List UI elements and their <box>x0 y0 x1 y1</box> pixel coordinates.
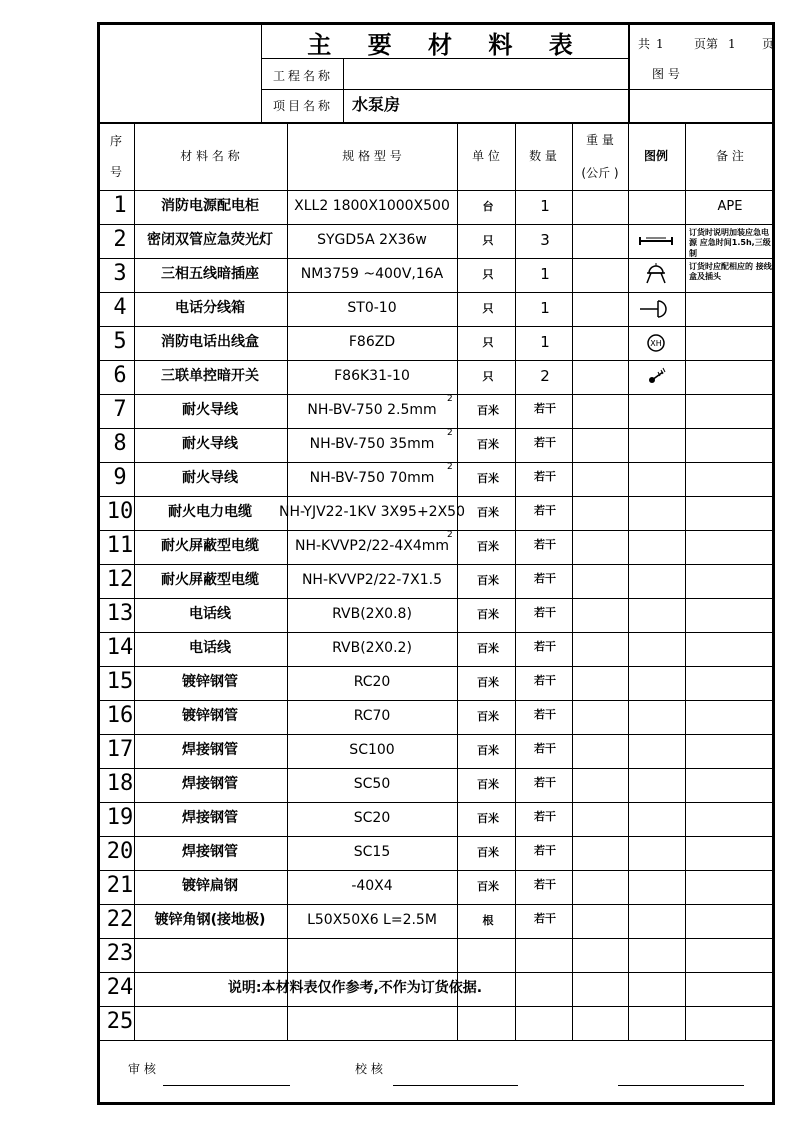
phone-box-icon <box>636 297 676 321</box>
row-line <box>97 768 775 769</box>
col-seq-2: 号 <box>109 165 123 179</box>
material-unit: 百米 <box>477 710 499 723</box>
remarks: 订货时说明加装应急电源 应急时间1.5h,三级制 <box>689 228 771 258</box>
material-name: 耐火导线 <box>182 402 238 418</box>
material-qty: 若干 <box>534 436 556 449</box>
material-unit: 百米 <box>477 676 499 689</box>
material-spec: SC50 <box>353 776 391 792</box>
row-line <box>97 326 775 327</box>
row-number: 9 <box>113 465 127 490</box>
row-number: 12 <box>106 567 134 592</box>
material-spec: RVB(2X0.8) <box>332 606 412 622</box>
material-unit: 百米 <box>477 506 499 519</box>
row-line <box>97 904 775 905</box>
column-line <box>134 122 135 1040</box>
row-number: 14 <box>106 635 134 660</box>
material-spec: NH-KVVP2/22-7X1.5 <box>301 572 443 588</box>
row-number: 6 <box>113 363 127 388</box>
material-qty: 2 <box>540 367 550 385</box>
material-qty: 若干 <box>534 776 556 789</box>
row-number: 7 <box>113 397 127 422</box>
material-name: 消防电话出线盒 <box>161 334 259 350</box>
material-unit: 只 <box>482 302 494 315</box>
row-line <box>97 530 775 531</box>
col-unit: 单 位 <box>472 149 500 163</box>
row-number: 1 <box>113 193 127 218</box>
material-spec: XLL2 1800X1000X500 <box>294 198 450 214</box>
row-number: 15 <box>106 669 134 694</box>
material-qty: 若干 <box>534 708 556 721</box>
column-line <box>457 122 458 1040</box>
material-spec: L50X50X6 L=2.5M <box>307 912 437 928</box>
col-spec: 规 格 型 号 <box>342 149 402 163</box>
material-qty: 若干 <box>534 878 556 891</box>
material-unit: 只 <box>482 336 494 349</box>
material-unit: 根 <box>482 914 494 927</box>
col-qty: 数 量 <box>529 149 557 163</box>
material-name: 电话线 <box>189 640 231 656</box>
column-line <box>628 122 629 1040</box>
row-line <box>97 360 775 361</box>
material-qty: 1 <box>540 299 550 317</box>
material-qty: 若干 <box>534 912 556 925</box>
material-unit: 百米 <box>477 812 499 825</box>
total-label: 共 <box>638 37 651 51</box>
material-qty: 若干 <box>534 504 556 517</box>
item-name-value: 水泵房 <box>352 95 401 114</box>
spec-superscript: 2 <box>447 428 453 438</box>
col-weight: 重 量 <box>586 133 614 147</box>
check-signature-line <box>393 1085 518 1086</box>
row-number: 3 <box>113 261 127 286</box>
material-unit: 百米 <box>477 540 499 553</box>
project-name-label: 工程名称 <box>273 69 334 83</box>
material-name: 电话分线箱 <box>175 300 245 316</box>
row-number: 18 <box>106 771 134 796</box>
material-unit: 百米 <box>477 642 499 655</box>
row-line <box>97 428 775 429</box>
header-line <box>261 89 775 90</box>
row-number: 17 <box>106 737 134 762</box>
header-line <box>97 190 775 191</box>
material-qty: 若干 <box>534 810 556 823</box>
material-unit: 台 <box>482 200 494 213</box>
remarks: 订货时应配相应的 接线盒及插头 <box>689 262 772 282</box>
material-spec: NH-BV-750 70mm <box>309 470 435 486</box>
col-name: 材 料 名 称 <box>180 149 240 163</box>
row-line <box>97 1040 775 1041</box>
material-qty: 1 <box>540 333 550 351</box>
material-qty: 1 <box>540 265 550 283</box>
row-number: 19 <box>106 805 134 830</box>
material-name: 镀锌钢管 <box>182 708 238 724</box>
row-number: 22 <box>106 907 134 932</box>
material-unit: 只 <box>482 234 494 247</box>
material-unit: 百米 <box>477 608 499 621</box>
col-legend: 图例 <box>643 149 669 163</box>
spec-superscript: 2 <box>447 394 453 404</box>
row-number: 2 <box>113 227 127 252</box>
material-qty: 若干 <box>534 742 556 755</box>
row-line <box>97 632 775 633</box>
row-number: 11 <box>106 533 134 558</box>
material-qty: 若干 <box>534 572 556 585</box>
material-unit: 百米 <box>477 744 499 757</box>
material-name: 焊接钢管 <box>182 810 238 826</box>
fluorescent-lamp-icon <box>636 229 676 253</box>
row-line <box>97 1006 775 1007</box>
total-pages: 1 <box>656 37 664 51</box>
material-unit: 百米 <box>477 438 499 451</box>
header-line <box>261 22 262 122</box>
material-qty: 若干 <box>534 606 556 619</box>
column-line <box>572 122 573 1040</box>
material-spec: SC100 <box>349 742 395 758</box>
socket-icon <box>636 263 676 287</box>
row-line <box>97 938 775 939</box>
page-suffix: 页 <box>762 37 775 51</box>
remarks: APE <box>717 199 743 214</box>
row-line <box>97 700 775 701</box>
material-qty: 1 <box>540 197 550 215</box>
material-qty: 若干 <box>534 640 556 653</box>
row-line <box>97 292 775 293</box>
material-name: 耐火导线 <box>182 470 238 486</box>
material-spec: RC70 <box>353 708 391 724</box>
material-unit: 百米 <box>477 574 499 587</box>
material-unit: 百米 <box>477 846 499 859</box>
column-line <box>287 122 288 1040</box>
material-spec: F86ZD <box>348 334 396 350</box>
row-number: 24 <box>106 975 134 1000</box>
material-name: 耐火屏蔽型电缆 <box>161 572 259 588</box>
svg-text:XH: XH <box>650 339 662 348</box>
row-line <box>97 734 775 735</box>
item-name-label: 项目名称 <box>273 99 334 113</box>
header-line <box>343 58 344 122</box>
row-number: 10 <box>106 499 134 524</box>
material-name: 焊接钢管 <box>182 742 238 758</box>
check-label: 校 核 <box>355 1062 383 1076</box>
spec-superscript: 2 <box>447 530 453 540</box>
row-line <box>97 666 775 667</box>
page-title: 主 要 材 料 表 <box>307 31 587 59</box>
material-qty: 若干 <box>534 674 556 687</box>
material-unit: 只 <box>482 268 494 281</box>
material-spec: SC15 <box>353 844 391 860</box>
row-line <box>97 972 775 973</box>
material-qty: 若干 <box>534 402 556 415</box>
material-spec: F86K31-10 <box>334 368 410 384</box>
material-name: 镀锌角钢(接地极) <box>154 912 266 928</box>
column-line <box>515 122 516 1040</box>
drawing-number-label: 图 号 <box>652 67 680 81</box>
row-line <box>97 462 775 463</box>
row-line <box>97 598 775 599</box>
col-remarks: 备 注 <box>716 149 744 163</box>
row-line <box>97 496 775 497</box>
material-unit: 百米 <box>477 880 499 893</box>
material-name: 镀锌钢管 <box>182 674 238 690</box>
material-qty: 若干 <box>534 538 556 551</box>
material-name: 电话线 <box>189 606 231 622</box>
material-name: 耐火屏蔽型电缆 <box>161 538 259 554</box>
material-spec: SYGD5A 2X36w <box>317 232 427 248</box>
material-name: 三相五线暗插座 <box>161 266 259 282</box>
review-signature-line <box>163 1085 290 1086</box>
material-unit: 百米 <box>477 472 499 485</box>
material-name: 耐火电力电缆 <box>168 504 252 520</box>
table-note: 说明:本材料表仅作参考,不作为订货依据. <box>227 980 483 996</box>
row-number: 8 <box>113 431 127 456</box>
material-spec: RVB(2X0.2) <box>332 640 412 656</box>
material-qty: 3 <box>540 231 550 249</box>
row-number: 16 <box>106 703 134 728</box>
material-spec: -40X4 <box>351 878 393 894</box>
page-number: 1 <box>728 37 736 51</box>
material-unit: 百米 <box>477 404 499 417</box>
row-line <box>97 802 775 803</box>
material-name: 焊接钢管 <box>182 844 238 860</box>
row-line <box>97 870 775 871</box>
row-number: 25 <box>106 1009 134 1034</box>
fire-phone-outlet-icon <box>636 331 676 355</box>
material-spec: NH-BV-750 35mm <box>309 436 435 452</box>
material-name: 三联单控暗开关 <box>161 368 259 384</box>
row-line <box>97 564 775 565</box>
header-line <box>97 122 775 124</box>
material-spec: NH-YJV22-1KV 3X95+2X50 <box>279 504 465 520</box>
row-number: 4 <box>113 295 127 320</box>
material-unit: 只 <box>482 370 494 383</box>
row-number: 23 <box>106 941 134 966</box>
row-line <box>97 394 775 395</box>
row-line <box>97 258 775 259</box>
row-line <box>97 836 775 837</box>
material-name: 消防电源配电柜 <box>161 198 259 214</box>
date-signature-line <box>618 1085 744 1086</box>
col-weight-unit: (公斤 ) <box>581 166 619 180</box>
material-spec: SC20 <box>353 810 391 826</box>
material-name: 耐火导线 <box>182 436 238 452</box>
material-qty: 若干 <box>534 470 556 483</box>
material-name: 密闭双管应急荧光灯 <box>147 232 273 248</box>
material-spec: RC20 <box>353 674 391 690</box>
page-label: 页第 <box>694 37 719 51</box>
review-label: 审 核 <box>128 1062 156 1076</box>
spec-superscript: 2 <box>447 462 453 472</box>
material-unit: 百米 <box>477 778 499 791</box>
material-spec: NM3759 ~400V,16A <box>300 266 444 282</box>
row-number: 21 <box>106 873 134 898</box>
header-line <box>628 22 630 122</box>
material-name: 镀锌扁钢 <box>182 878 238 894</box>
switch-icon <box>636 365 676 389</box>
row-number: 20 <box>106 839 134 864</box>
material-qty: 若干 <box>534 844 556 857</box>
row-line <box>97 224 775 225</box>
row-number: 5 <box>113 329 127 354</box>
col-seq-1: 序 <box>109 134 123 148</box>
row-number: 13 <box>106 601 134 626</box>
material-spec: NH-BV-750 2.5mm <box>307 402 437 418</box>
material-spec: NH-KVVP2/22-4X4mm <box>295 538 449 554</box>
material-name: 焊接钢管 <box>182 776 238 792</box>
material-spec: ST0-10 <box>347 300 397 316</box>
column-line <box>685 122 686 1040</box>
